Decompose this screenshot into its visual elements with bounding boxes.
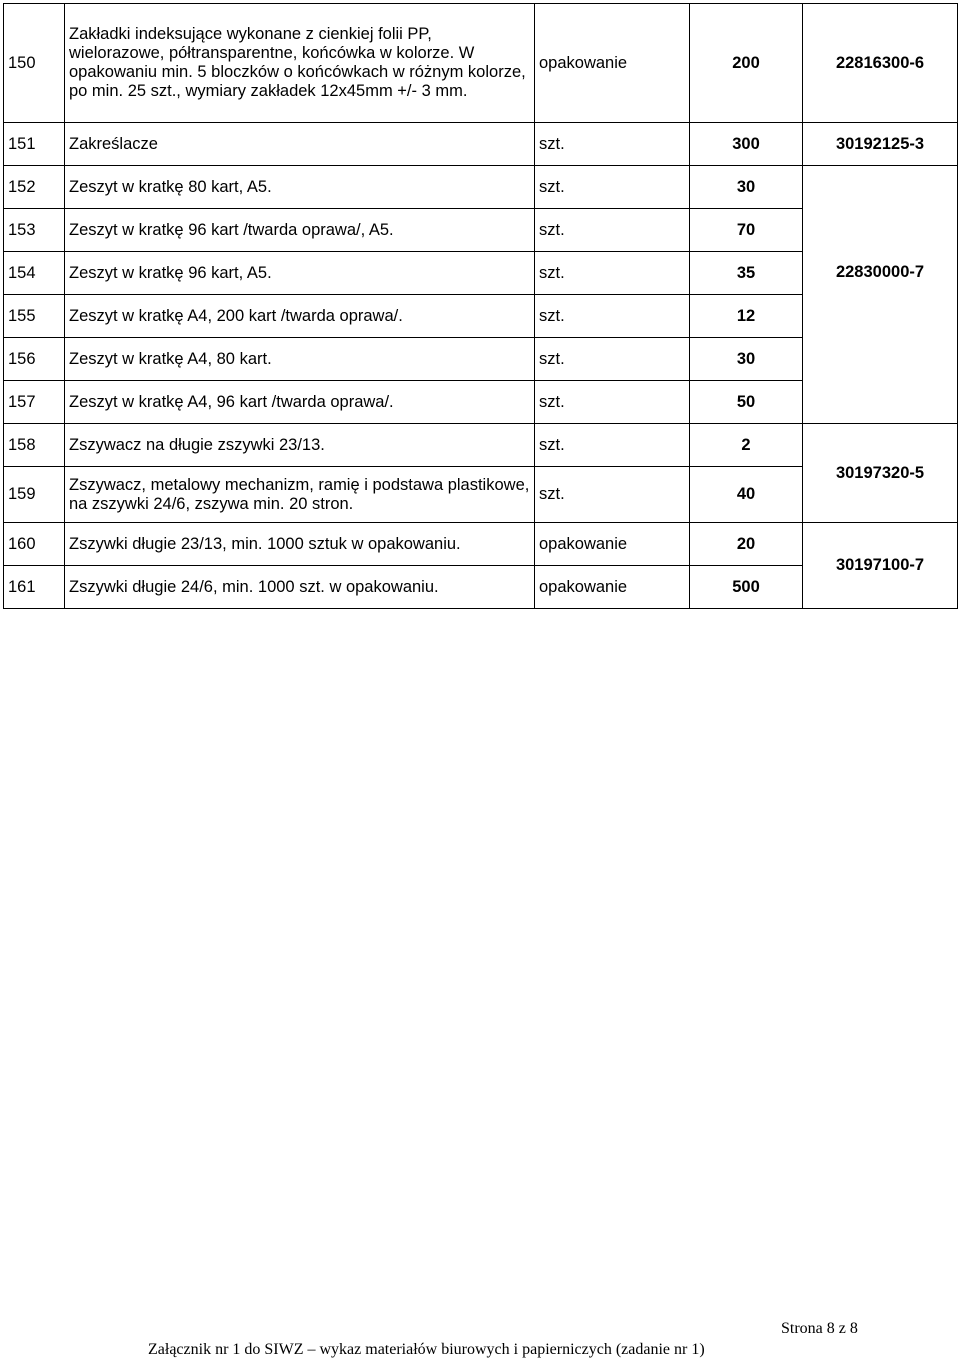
- item-description: Zszywacz na długie zszywki 23/13.: [65, 424, 535, 467]
- row-number: 151: [4, 123, 65, 166]
- item-quantity: 20: [690, 523, 803, 566]
- item-quantity: 30: [690, 166, 803, 209]
- cpv-code: 22830000-7: [803, 166, 958, 424]
- item-unit: szt.: [535, 424, 690, 467]
- row-number: 157: [4, 381, 65, 424]
- item-unit: szt.: [535, 252, 690, 295]
- item-quantity: 12: [690, 295, 803, 338]
- item-unit: szt.: [535, 381, 690, 424]
- item-unit: szt.: [535, 467, 690, 523]
- table-row: [4, 4, 958, 123]
- row-number: 152: [4, 166, 65, 209]
- row-number: 150: [4, 4, 65, 123]
- item-description: Zeszyt w kratkę 96 kart, A5.: [65, 252, 535, 295]
- item-quantity: 200: [690, 4, 803, 123]
- item-description: Zszywki długie 24/6, min. 1000 szt. w opakowaniu.: [65, 566, 535, 609]
- item-quantity: 30: [690, 338, 803, 381]
- item-quantity: 2: [690, 424, 803, 467]
- item-quantity: 50: [690, 381, 803, 424]
- item-description: Zeszyt w kratkę 80 kart, A5.: [65, 166, 535, 209]
- item-quantity: 70: [690, 209, 803, 252]
- row-number: 158: [4, 424, 65, 467]
- item-description: Zeszyt w kratkę A4, 96 kart /twarda oprawa/.: [65, 381, 535, 424]
- items-table: [3, 3, 958, 609]
- item-description: Zakładki indeksujące wykonane z cienkiej folii PP, wielorazowe, półtransparentne, końcówka w kolorze. W opakowaniu min. 5 bloczków o końcówkach w różnym kolorze, po min. 25 szt., wymiary zakładek 12x45mm +/- 3 mm.: [65, 4, 535, 123]
- item-unit: opakowanie: [535, 4, 690, 123]
- table-row: [4, 424, 958, 467]
- item-description: Zeszyt w kratkę A4, 200 kart /twarda oprawa/.: [65, 295, 535, 338]
- row-number: 156: [4, 338, 65, 381]
- row-number: 161: [4, 566, 65, 609]
- item-unit: szt.: [535, 166, 690, 209]
- item-unit: szt.: [535, 295, 690, 338]
- item-unit: szt.: [535, 209, 690, 252]
- row-number: 153: [4, 209, 65, 252]
- item-quantity: 40: [690, 467, 803, 523]
- item-unit: opakowanie: [535, 523, 690, 566]
- item-description: Zakreślacze: [65, 123, 535, 166]
- item-description: Zeszyt w kratkę A4, 80 kart.: [65, 338, 535, 381]
- cpv-code: 30197320-5: [803, 424, 958, 523]
- item-description: Zszywacz, metalowy mechanizm, ramię i podstawa plastikowe, na zszywki 24/6, zszywa min. 20 stron.: [65, 467, 535, 523]
- footer-text: Załącznik nr 1 do SIWZ – wykaz materiałów biurowych i papierniczych (zadanie nr 1): [148, 1341, 705, 1358]
- row-number: 155: [4, 295, 65, 338]
- table-row: [4, 123, 958, 166]
- item-description: Zszywki długie 23/13, min. 1000 sztuk w opakowaniu.: [65, 523, 535, 566]
- cpv-code: 22816300-6: [803, 4, 958, 123]
- item-unit: szt.: [535, 123, 690, 166]
- cpv-code: 30197100-7: [803, 523, 958, 609]
- item-quantity: 300: [690, 123, 803, 166]
- item-unit: szt.: [535, 338, 690, 381]
- table-row: [4, 523, 958, 566]
- row-number: 154: [4, 252, 65, 295]
- item-quantity: 500: [690, 566, 803, 609]
- item-description: Zeszyt w kratkę 96 kart /twarda oprawa/, A5.: [65, 209, 535, 252]
- item-quantity: 35: [690, 252, 803, 295]
- page-number: Strona 8 z 8: [781, 1320, 858, 1337]
- cpv-code: 30192125-3: [803, 123, 958, 166]
- table-row: [4, 166, 958, 209]
- row-number: 159: [4, 467, 65, 523]
- item-unit: opakowanie: [535, 566, 690, 609]
- row-number: 160: [4, 523, 65, 566]
